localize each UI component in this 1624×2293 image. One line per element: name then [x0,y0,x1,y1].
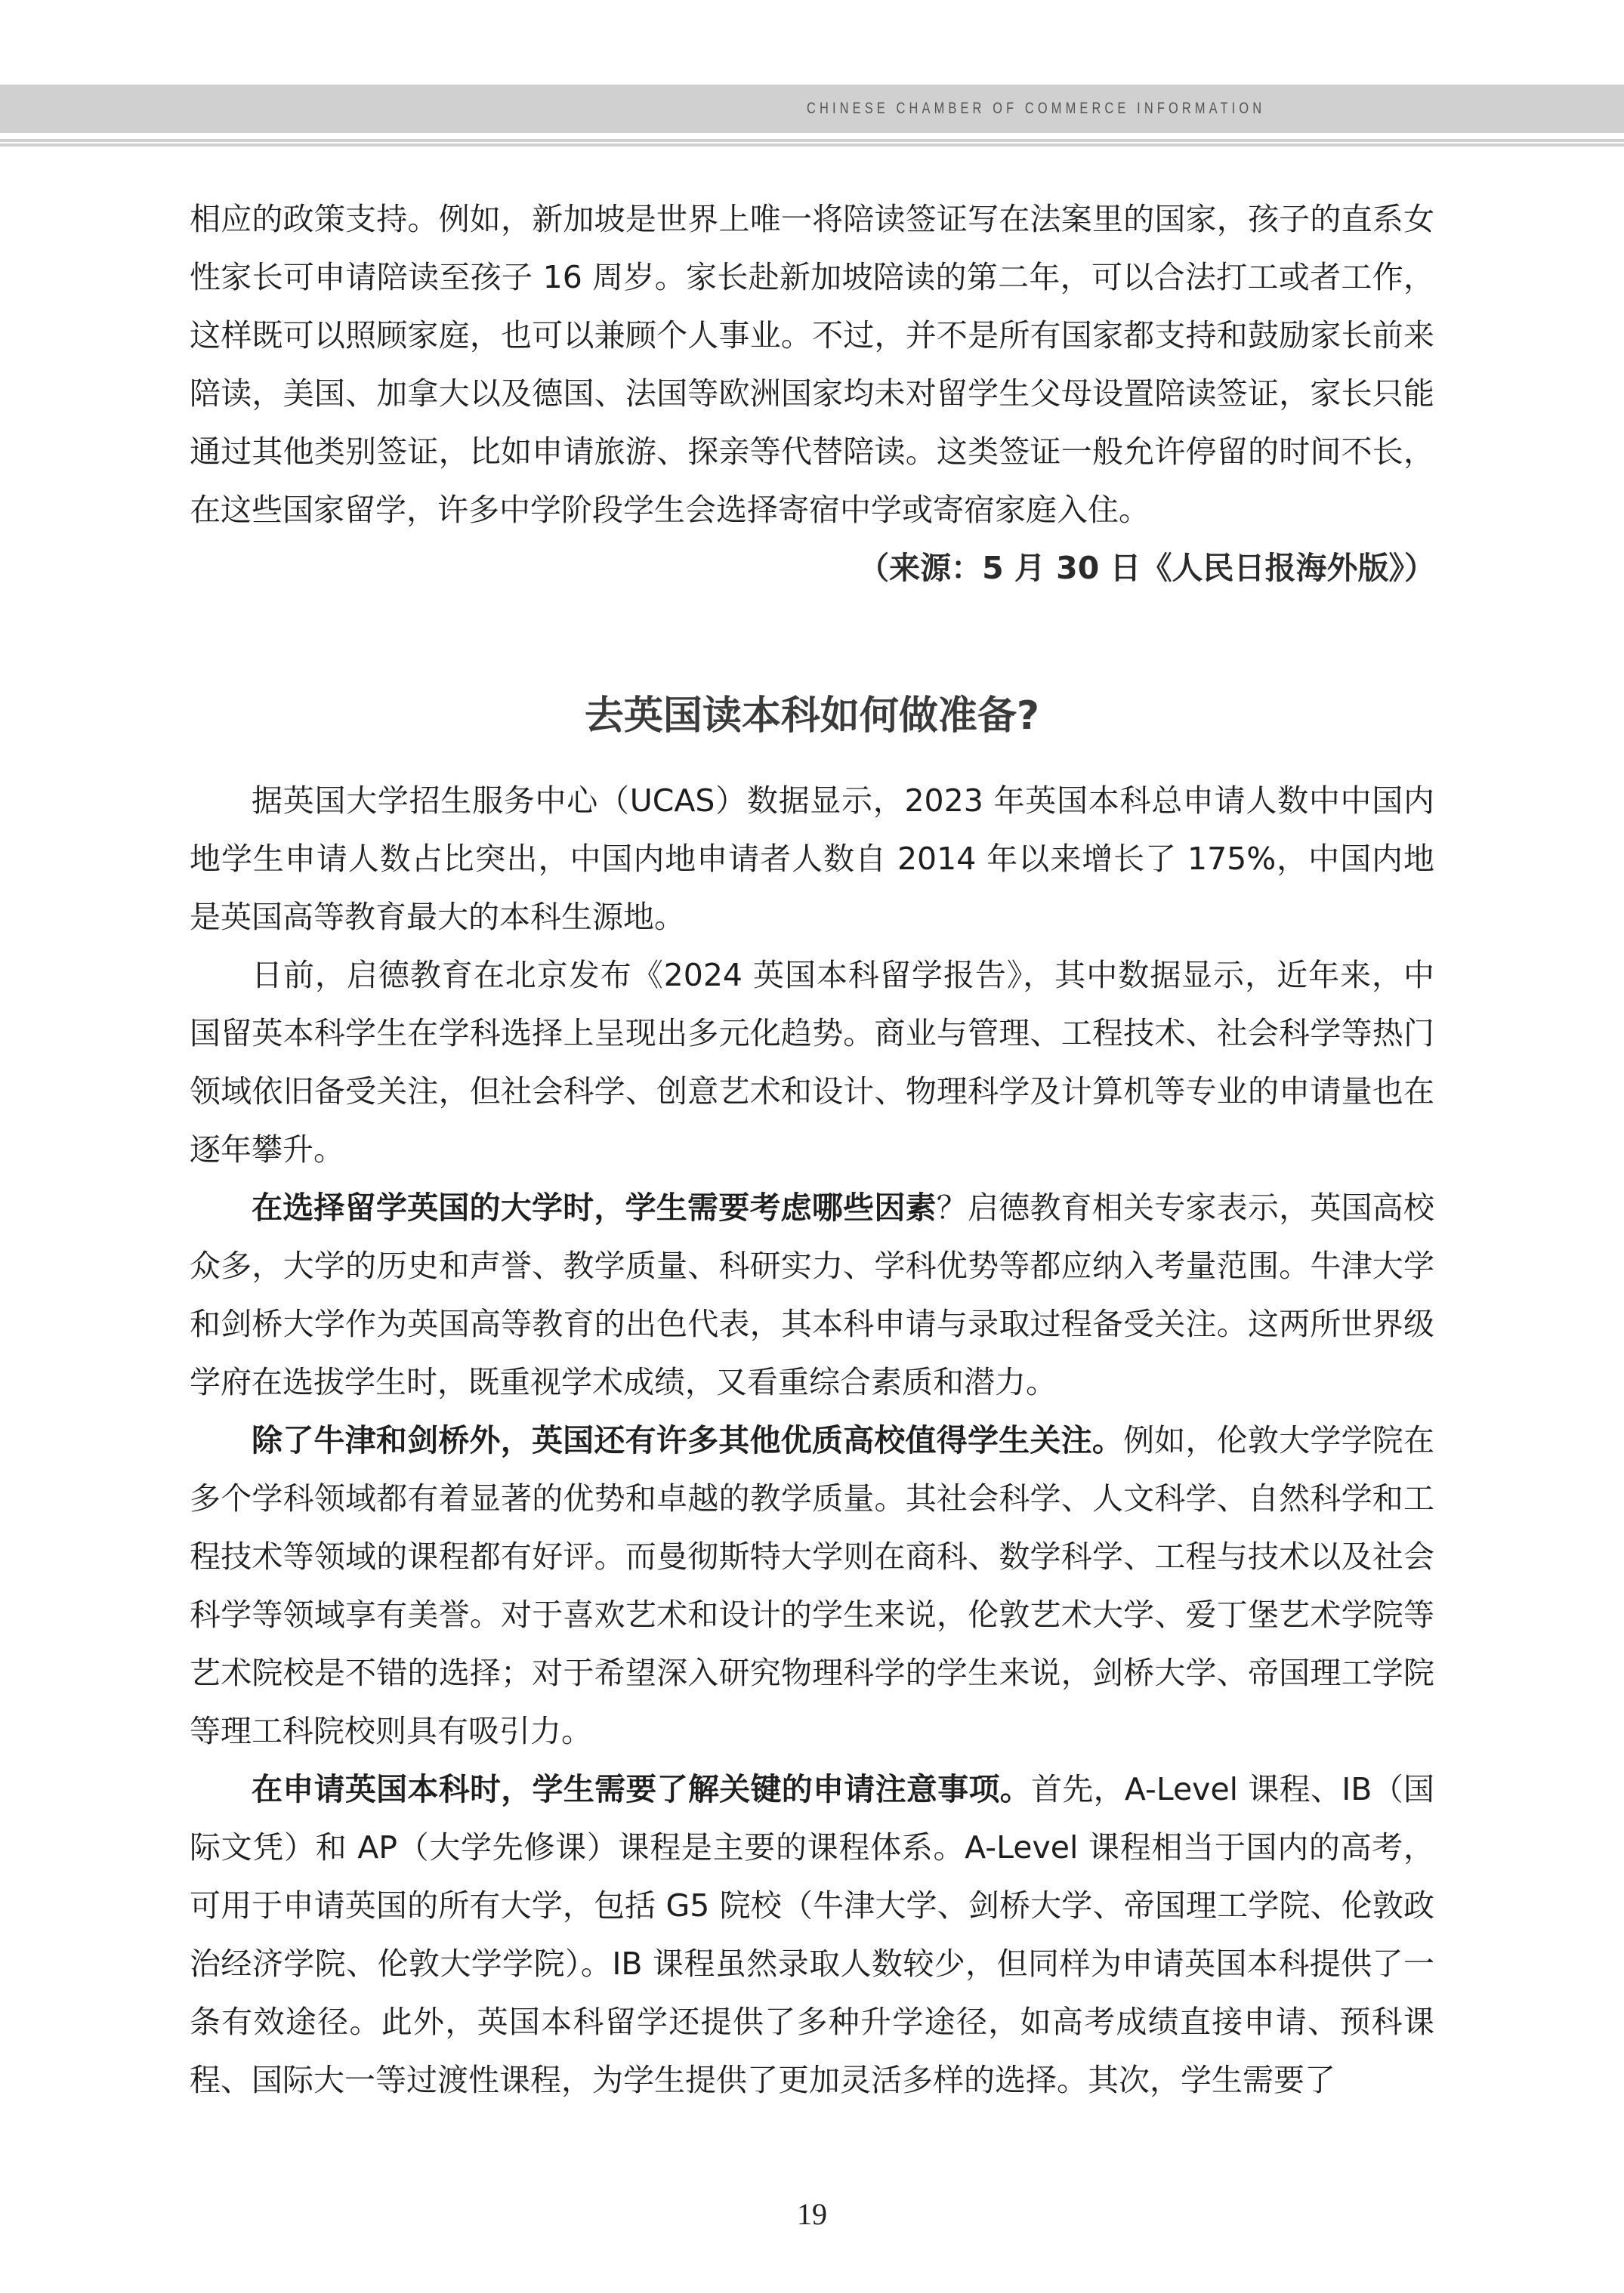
article-title: 去英国读本科如何做准备? [584,693,1040,739]
paragraph-lead-bold: 在申请英国本科时，学生需要了解关键的申请注意事项。 [252,1771,1032,1807]
paragraph-application-notes [190,1761,1434,2109]
paragraph-other-universities [190,1412,1434,1761]
paragraph-text: 首先，A-Level 课程、IB（国际文凭）和 AP（大学先修课）课程是主要的课程体系。A-Level 课程相当于国内的高考，可用于申请英国的所有大学，包括 G5 院校（牛津大学、剑桥大学、帝国理工学院、伦敦政治经济学院、伦敦大学学院）。IB 课程虽然录取人数较少，但同样为申请英国本科提供了一条有效途径。此外，英国本科留学还提供了多种升学途径，如高考成绩直接申请、预科课程、国际大一等过渡性课程，为学生提供了更加灵活多样的选择。其次，学生需要了 [190,1771,1434,2098]
header-rule-bottom [0,144,1624,147]
paragraph-lead-bold: 在选择留学英国的大学时，学生需要考虑哪些因素 [252,1190,937,1226]
running-header-title: CHINESE CHAMBER OF COMMERCE INFORMATION [807,100,1266,117]
page-number: 19 [797,2197,827,2231]
paragraph-text: 日前，启德教育在北京发布《2024 英国本科留学报告》，其中数据显示，近年来，中国留英本科学生在学科选择上呈现出多元化趋势。商业与管理、工程技术、社会科学等热门领域依旧备受关注，但社会科学、创意艺术和设计、物理科学及计算机等专业的申请量也在逐年攀升。 [190,957,1434,1168]
source-citation: （来源：5 月 30 日《人民日报海外版》） [858,550,1435,586]
paragraph-text: 例如，伦敦大学学院在多个学科领域都有着显著的优势和卓越的教学质量。其社会科学、人文科学、自然科学和工程技术等领域的课程都有好评。而曼彻斯特大学则在商科、数学科学、工程与技术以及社会科学等领域享有美誉。对于喜欢艺术和设计的学生来说，伦敦艺术大学、爱丁堡艺术学院等艺术院校是不错的选择；对于希望深入研究物理科学的学生来说，剑桥大学、帝国理工学院等理工科院校则具有吸引力。 [190,1422,1435,1749]
article2-body [190,772,1434,2109]
paragraph-text: 据英国大学招生服务中心（UCAS）数据显示，2023 年英国本科总申请人数中中国内地学生申请人数占比突出，中国内地申请者人数自 2014 年以来增长了 175%，中国内地是英国高等教育最大的本科生源地。 [190,782,1434,935]
header-rule-top [0,139,1624,142]
continued-paragraph: 相应的政策支持。例如，新加坡是世界上唯一将陪读签证写在法案里的国家，孩子的直系女性家长可申请陪读至孩子 16 周岁。家长赴新加坡陪读的第二年，可以合法打工或者工作，这样既可以照顾家庭，也可以兼顾个人事业。不过，并不是所有国家都支持和鼓励家长前来陪读，美国、加拿大以及德国、法国等欧洲国家均未对留学生父母设置陪读签证，家长只能通过其他类别签证，比如申请旅游、探亲等代替陪读。这类签证一般允许停留的时间不长，在这些国家留学，许多中学阶段学生会选择寄宿中学或寄宿家庭入住。 [190,201,1434,528]
paragraph-ucas [190,772,1434,946]
paragraph-choosing-university [190,1179,1434,1412]
paragraph-report [190,946,1434,1179]
paragraph-text: ？启德教育相关专家表示，英国高校众多，大学的历史和声誉、教学质量、科研实力、学科优势等都应纳入考量范围。牛津大学和剑桥大学作为英国高等教育的出色代表，其本科申请与录取过程备受关注。这两所世界级学府在选拔学生时，既重视学术成绩，又看重综合素质和潜力。 [190,1190,1435,1400]
paragraph-lead-bold: 除了牛津和剑桥外，英国还有许多其他优质高校值得学生关注。 [252,1422,1124,1458]
article1-body [190,190,1434,539]
